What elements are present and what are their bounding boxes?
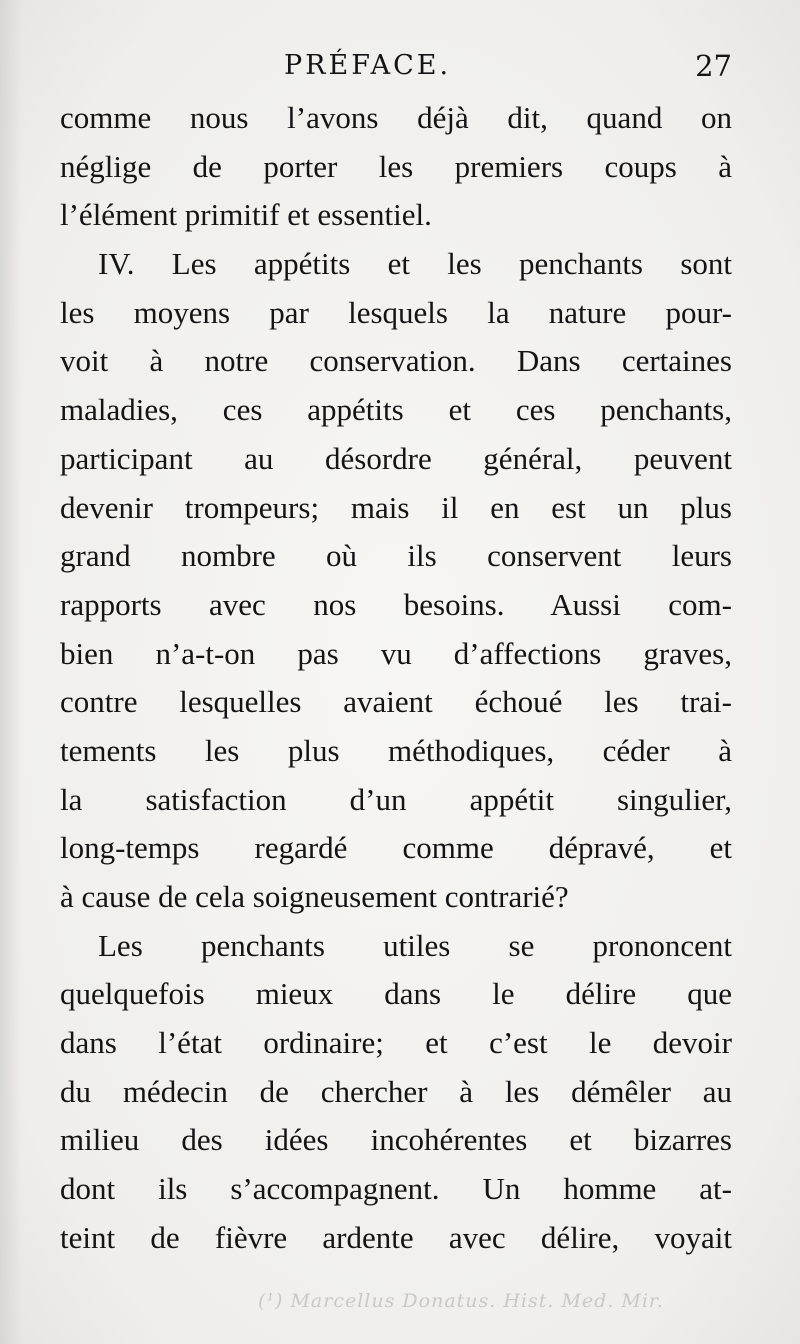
page-number: 27 bbox=[695, 49, 732, 83]
page-gutter-shadow bbox=[0, 0, 22, 1344]
text-line: voit à notre conservation. Dans certaines bbox=[60, 343, 732, 379]
text-line: Les penchants utiles se prononcent bbox=[98, 927, 732, 963]
text-line: à cause de cela soigneusement contrarié? bbox=[60, 879, 569, 914]
text-line: les moyens par lesquels la nature pour- bbox=[60, 294, 732, 330]
text-line: IV. Les appétits et les penchants sont bbox=[98, 246, 732, 282]
footnote-bleed-through: (¹) Marcellus Donatus. Hist. Med. Mir. bbox=[258, 1290, 664, 1312]
text-line: participant au désordre général, peuvent bbox=[60, 440, 732, 476]
page-header bbox=[60, 44, 732, 88]
text-line: dont ils s’accompagnent. Un homme at- bbox=[60, 1171, 732, 1207]
text-line: néglige de porter les premiers coups à bbox=[60, 148, 732, 184]
body-text bbox=[60, 94, 732, 1263]
text-line: du médecin de chercher à les démêler au bbox=[60, 1073, 732, 1109]
text-line: dans l’état ordinaire; et c’est le devoir bbox=[60, 1025, 732, 1061]
text-line: grand nombre où ils conservent leurs bbox=[60, 538, 732, 574]
text-line: la satisfaction d’un appétit singulier, bbox=[60, 781, 732, 817]
text-line: devenir trompeurs; mais il en est un plus bbox=[60, 489, 732, 525]
text-line: long-temps regardé comme dépravé, et bbox=[60, 830, 732, 866]
text-line: bien n’a-t-on pas vu d’affections graves, bbox=[60, 635, 732, 671]
text-line: l’élément primitif et essentiel. bbox=[60, 197, 432, 233]
text-line: milieu des idées incohérentes et bizarres bbox=[60, 1122, 732, 1158]
running-head: PRÉFACE. bbox=[284, 50, 452, 81]
text-line: maladies, ces appétits et ces penchants, bbox=[60, 392, 732, 428]
text-line: comme nous l’avons déjà dit, quand on bbox=[60, 100, 732, 135]
text-line: tements les plus méthodiques, céder à bbox=[60, 732, 732, 768]
text-line: rapports avec nos besoins. Aussi com- bbox=[60, 586, 732, 622]
text-line: quelquefois mieux dans le délire que bbox=[60, 976, 732, 1012]
text-line: contre lesquelles avaient échoué les trai- bbox=[60, 684, 732, 720]
text-line: teint de fièvre ardente avec délire, voyait bbox=[60, 1219, 732, 1255]
